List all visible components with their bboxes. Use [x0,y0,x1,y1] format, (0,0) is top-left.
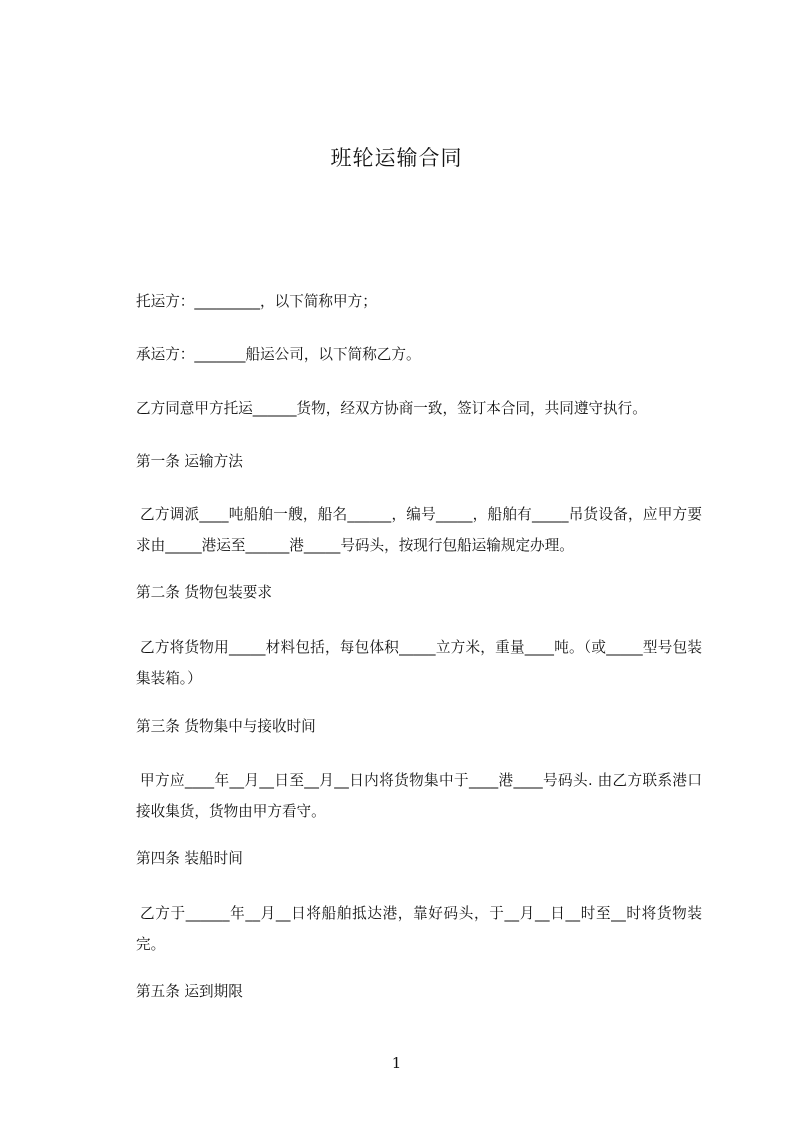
article-1-text: 乙方调派____吨船舶一艘，船名______，编号_____，船舶有_____吊货设备，应甲方要求由_____港运至______港_____号码头，按现行包船运输规定办理。 [136,506,702,554]
article-5-heading: 第五条 运到期限 [136,983,243,1000]
article-3-text: 甲方应____年__月__日至__月__日内将货物集中于____港____号码头. 由乙方联系港口接收集货，货物由甲方看守。 [136,772,702,820]
article-2-heading: 第二条 货物包装要求 [136,584,272,601]
article-4-heading: 第四条 装船时间 [136,850,243,867]
carrier-line: 承运方：_______船运公司，以下简称乙方。 [136,346,421,363]
article-4-text: 乙方于______年__月__日将船舶抵达港，靠好码头，于__月__日__时至__时将货物装完。 [136,905,702,953]
document-title: 班轮运输合同 [330,146,463,170]
article-1-heading: 第一条 运输方法 [136,453,243,470]
article-2-text: 乙方将货物用_____材料包括，每包体积_____立方米，重量____吨。（或_____型号包装集装箱。） [136,639,702,687]
agreement-line: 乙方同意甲方托运______货物，经双方协商一致，签订本合同，共同遵守执行。 [136,400,647,417]
page-number: 1 [391,1054,402,1072]
shipper-line: 托运方：_________，以下简称甲方； [136,293,377,310]
article-3-heading: 第三条 货物集中与接收时间 [136,718,316,735]
